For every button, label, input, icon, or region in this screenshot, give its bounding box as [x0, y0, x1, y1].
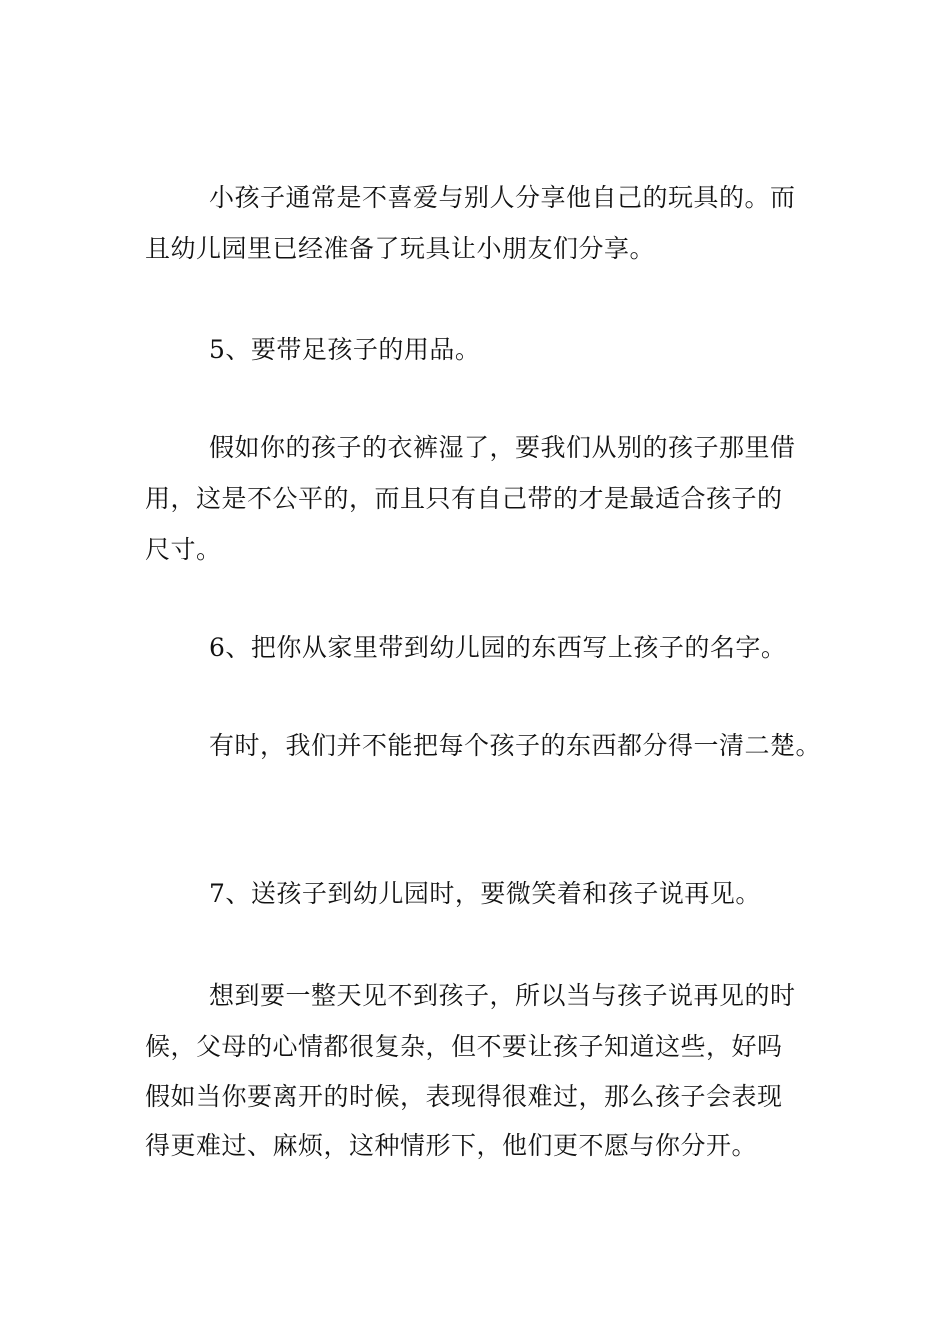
heading-item-7: 7、送孩子到幼儿园时，要微笑着和孩子说再见。: [209, 879, 761, 908]
paragraph-1-line-1: 小孩子通常是不喜爱与别人分享他自己的玩具的。而: [209, 183, 796, 212]
paragraph-4-line-3: 假如当你要离开的时候，表现得很难过，那么孩子会表现: [145, 1082, 783, 1111]
heading-item-5: 5、要带足孩子的用品。: [209, 335, 481, 364]
paragraph-2-line-2: 用，这是不公平的，而且只有自己带的才是最适合孩子的: [145, 484, 783, 513]
paragraph-3-line-1: 有时，我们并不能把每个孩子的东西都分得一清二楚。: [209, 731, 822, 760]
paragraph-4-line-1: 想到要一整天见不到孩子，所以当与孩子说再见的时: [209, 981, 796, 1010]
paragraph-1-line-2: 且幼儿园里已经准备了玩具让小朋友们分享。: [145, 234, 656, 263]
paragraph-2-line-1: 假如你的孩子的衣裤湿了，要我们从别的孩子那里借: [209, 433, 796, 462]
paragraph-2-line-3: 尺寸。: [145, 535, 222, 564]
heading-item-6: 6、把你从家里带到幼儿园的东西写上孩子的名字。: [209, 633, 787, 662]
paragraph-4-line-2: 候，父母的心情都很复杂，但不要让孩子知道这些，好吗: [145, 1032, 783, 1061]
paragraph-4-line-4: 得更难过、麻烦，这种情形下，他们更不愿与你分开。: [145, 1131, 758, 1160]
